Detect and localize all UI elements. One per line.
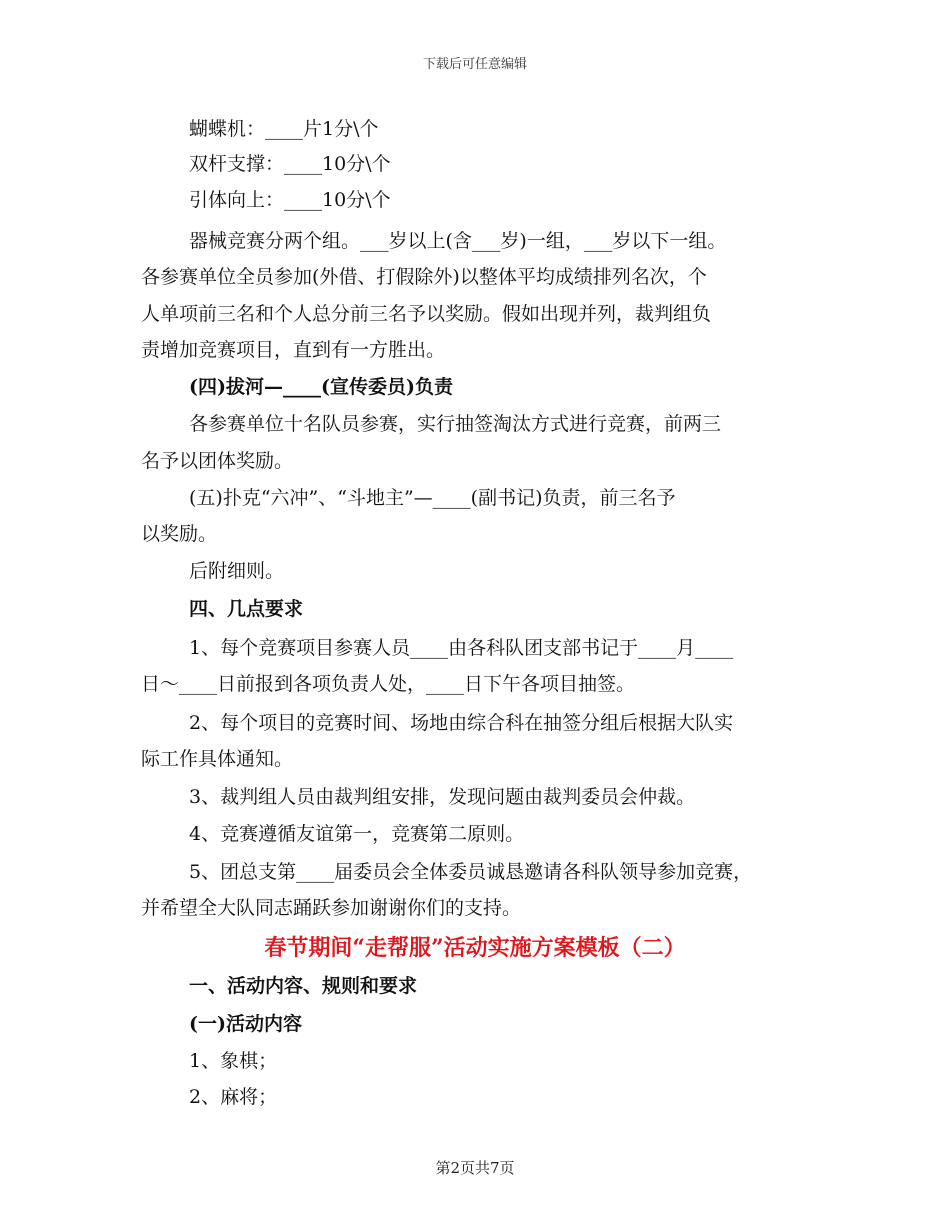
text-line: 责增加竞赛项目，直到有一方胜出。 bbox=[141, 339, 446, 361]
page-header-note: 下载后可任意编辑 bbox=[422, 57, 527, 72]
section-title: 春节期间“走帮服”活动实施方案模板（二） bbox=[264, 935, 686, 961]
text-line: 蝴蝶机：____片1分\个 bbox=[189, 118, 379, 140]
text-line: 器械竞赛分两个组。___岁以上(含___岁)一组，___岁以下一组。 bbox=[189, 230, 727, 252]
text-line: 4、竞赛遵循友谊第一，竞赛第二原则。 bbox=[189, 823, 525, 845]
text-line: 5、团总支第____届委员会全体委员诚恳邀请各科队领导参加竞赛， bbox=[189, 861, 753, 883]
text-line: 引体向上：____10分\个 bbox=[189, 189, 391, 211]
text-line: 3、裁判组人员由裁判组安排，发现问题由裁判委员会仲裁。 bbox=[189, 786, 696, 808]
text-line: 人单项前三名和个人总分前三名予以奖励。假如出现并列，裁判组负 bbox=[141, 303, 712, 325]
text-line: 2、每个项目的竞赛时间、场地由综合科在抽签分组后根据大队实 bbox=[189, 712, 734, 734]
text-line: 1、每个竞赛项目参赛人员____由各科队团支部书记于____月____ bbox=[189, 637, 734, 659]
text-line: 以奖励。 bbox=[141, 523, 218, 545]
text-line: 各参赛单位十名队员参赛，实行抽签淘汰方式进行竞赛，前两三 bbox=[189, 413, 722, 435]
subsection-heading: (一)活动内容 bbox=[189, 1013, 302, 1035]
subsection-heading: (四)拔河—____(宣传委员)负责 bbox=[189, 376, 453, 398]
text-line: 际工作具体通知。 bbox=[141, 748, 294, 770]
list-item: 1、象棋； bbox=[189, 1050, 278, 1072]
page-number: 第2页共7页 bbox=[435, 1159, 515, 1177]
text-line: (五)扑克“六冲”、“斗地主”—____(副书记)负责，前三名予 bbox=[189, 487, 676, 509]
section-heading: 四、几点要求 bbox=[189, 598, 304, 620]
text-line: 各参赛单位全员参加(外借、打假除外)以整体平均成绩排列名次，个 bbox=[141, 266, 707, 288]
section-heading: 一、活动内容、规则和要求 bbox=[189, 975, 418, 997]
text-line: 后附细则。 bbox=[189, 560, 285, 582]
list-item: 2、麻将； bbox=[189, 1086, 278, 1108]
text-line: 并希望全大队同志踊跃参加谢谢你们的支持。 bbox=[141, 897, 522, 919]
text-line: 名予以团体奖励。 bbox=[141, 450, 294, 472]
text-line: 日～____日前报到各项负责人处，____日下午各项目抽签。 bbox=[141, 673, 636, 695]
text-line: 双杆支撑：____10分\个 bbox=[189, 153, 391, 175]
